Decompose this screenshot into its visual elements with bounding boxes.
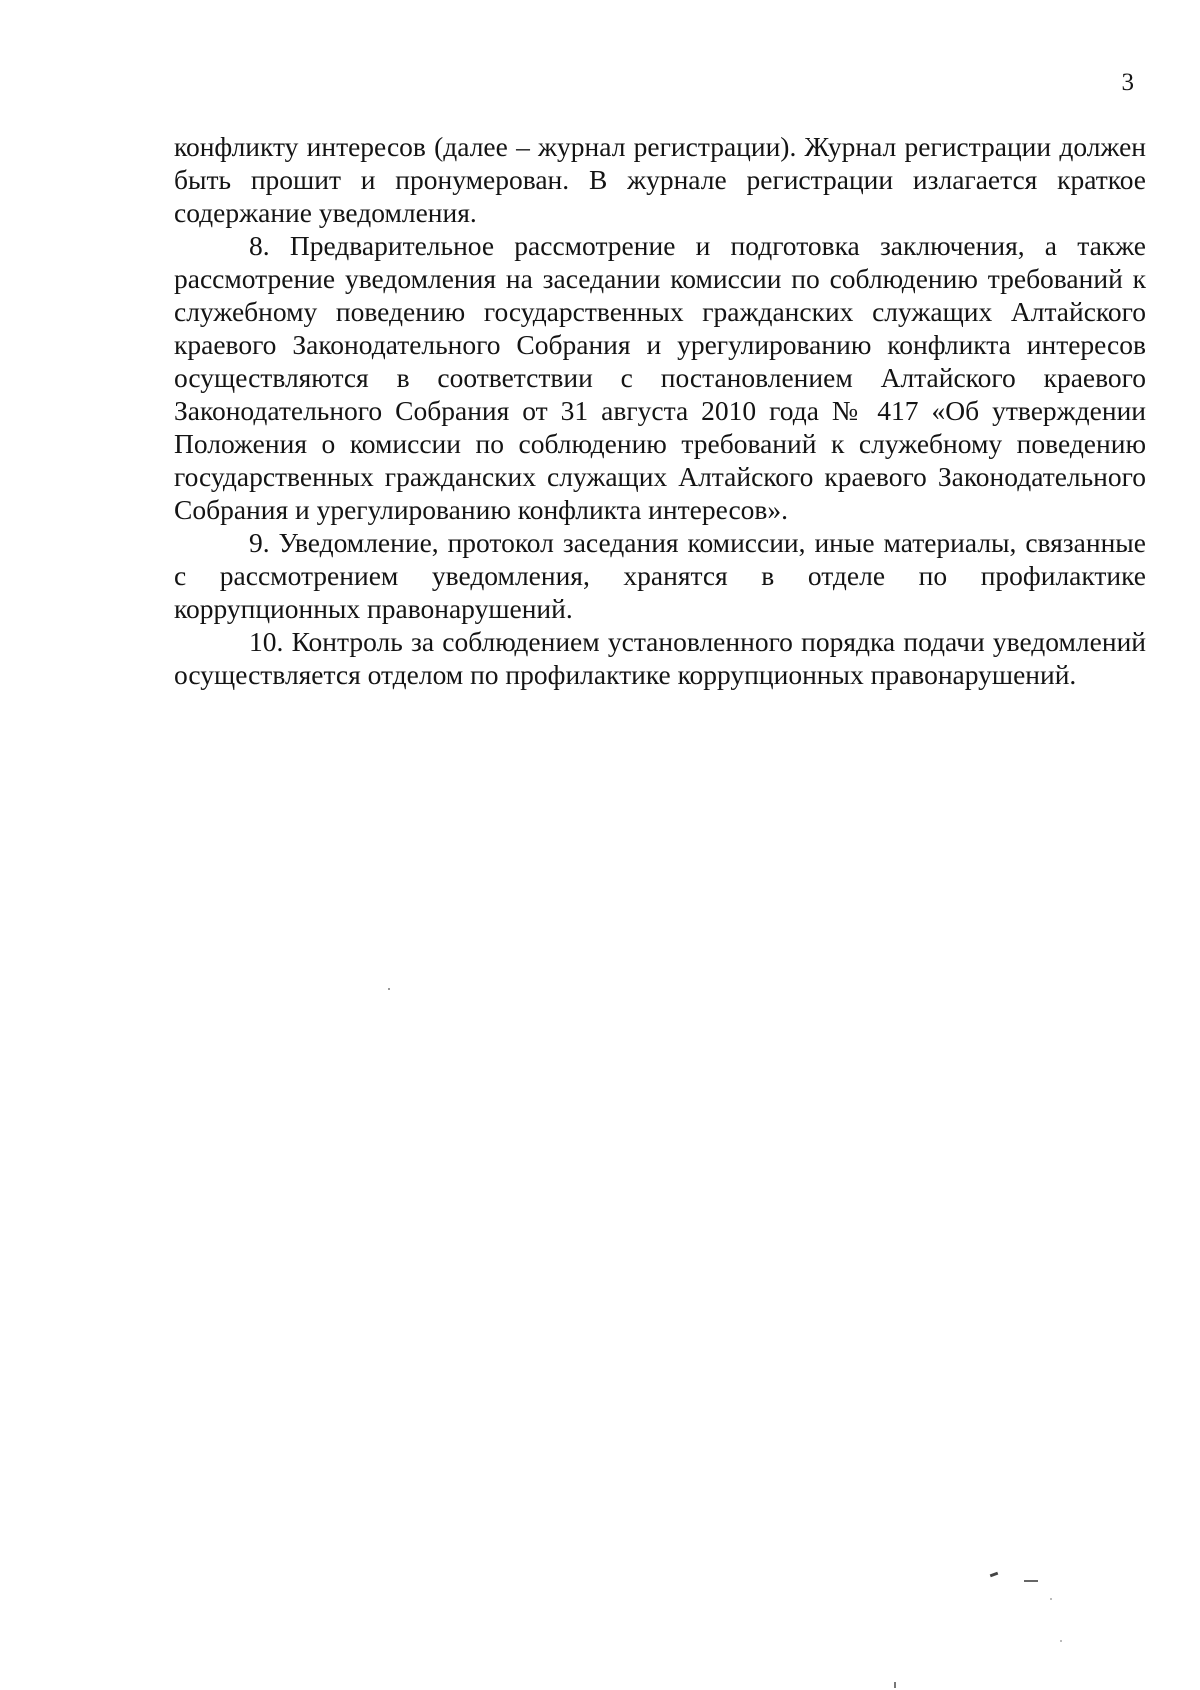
scan-speck — [1060, 1640, 1062, 1642]
scan-speck — [990, 1572, 999, 1578]
scan-speck — [1050, 1598, 1052, 1600]
scan-speck — [388, 988, 390, 990]
paragraph-item-10: 10. Контроль за соблюдением установленного порядка подачи уведомлений осуществляется отделом по профилактике коррупционных правонарушений. — [174, 626, 1146, 690]
paragraph-continuation: конфликту интересов (далее – журнал регистрации). Журнал регистрации должен быть прошит и пронумерован. В журнале регистрации излагается краткое содержание уведомления. — [174, 131, 1146, 228]
paragraph-item-8: 8. Предварительное рассмотрение и подготовка заключения, а также рассмотрение уведомления на заседании комиссии по соблюдению требований к служебному поведению государственных гражданских служащих Алтайского краевого Законодательного Собрания и урегулированию конфликта интересов осуществляются в соответствии с постановлением Алтайского краевого Законодательного Собрания от 31 августа 2010 года № 417 «Об утверждении Положения о комиссии по соблюдению требований к служебному поведению государственных гражданских служащих Алтайского краевого Законодательного Собрания и урегулированию конфликта интересов». — [174, 230, 1146, 525]
document-body — [174, 130, 1146, 691]
page-number: 3 — [1121, 69, 1134, 96]
scan-speck — [1024, 1580, 1038, 1582]
scan-speck — [894, 1682, 896, 1688]
paragraph-item-9: 9. Уведомление, протокол заседания комиссии, иные материалы, связанные с рассмотрением уведомления, хранятся в отделе по профилактике коррупционных правонарушений. — [174, 527, 1146, 624]
